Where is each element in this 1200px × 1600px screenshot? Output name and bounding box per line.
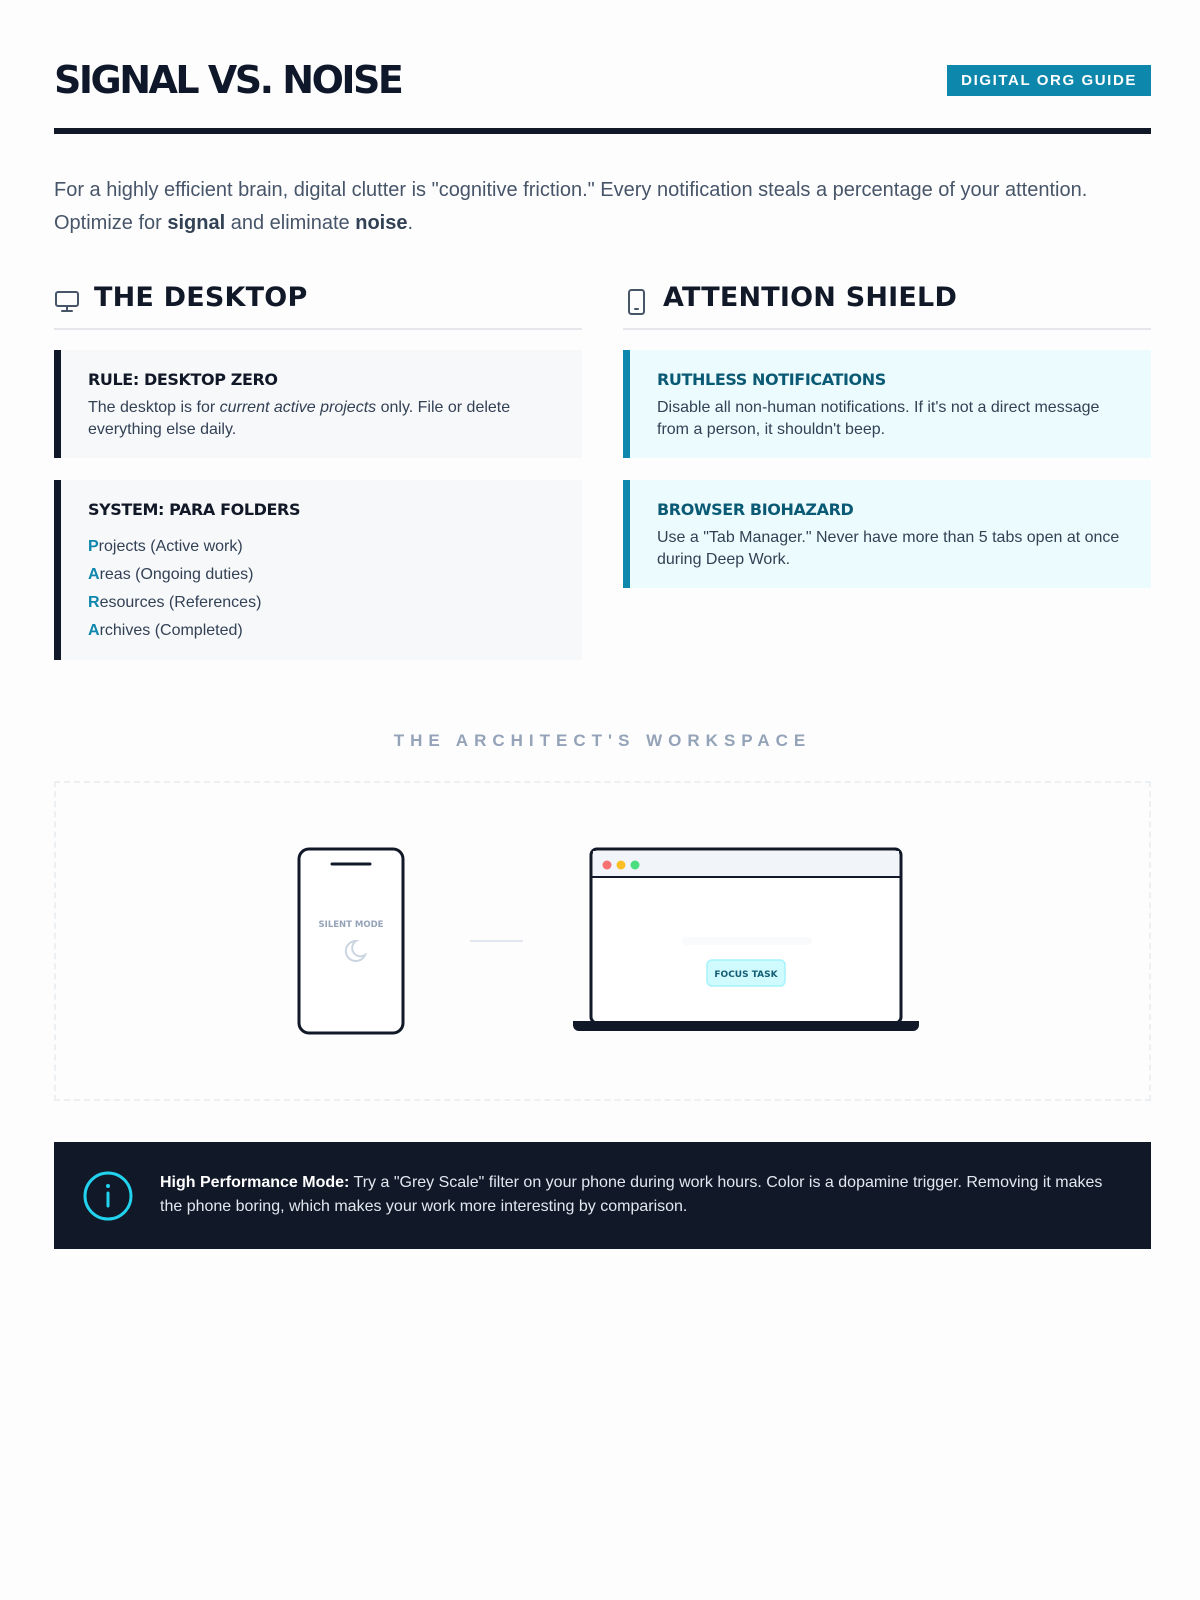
tip-body: Try a "Grey Scale" filter on your phone during work hours. Color is a dopamine trigger. Removing it makes the phone boring, which makes your work more interesting by comparison. <box>160 1174 1103 1215</box>
browser-card <box>623 480 1151 588</box>
card-text: Use a "Tab Manager." Never have more than 5 tabs open at once during Deep Work. <box>657 529 1120 568</box>
list-item-initial: P <box>88 538 99 555</box>
tip-title: High Performance Mode: <box>160 1174 350 1191</box>
window-minimize-dot <box>617 861 626 870</box>
desktop-section <box>54 280 582 639</box>
phone-icon <box>623 288 649 321</box>
shield-heading-row <box>623 280 1151 330</box>
desktop-heading: THE DESKTOP <box>94 282 308 313</box>
card-text-emphasis: current active projects <box>219 399 377 416</box>
header-divider <box>54 128 1151 134</box>
list-item-initial: A <box>88 566 100 583</box>
window-close-dot <box>603 861 612 870</box>
list-item <box>88 589 560 617</box>
shield-heading: ATTENTION SHIELD <box>663 282 958 313</box>
phone-illustration <box>299 849 403 1033</box>
info-icon <box>81 1169 135 1228</box>
guide-badge: DIGITAL ORG GUIDE <box>947 65 1151 96</box>
para-folders-card <box>54 480 582 660</box>
focus-task-label: FOCUS TASK <box>714 970 778 980</box>
workspace-illustration <box>54 781 1151 1101</box>
list-item-initial: R <box>88 594 100 611</box>
header <box>54 56 1151 106</box>
list-item-label: rojects (Active work) <box>98 538 243 555</box>
laptop-illustration <box>573 849 919 1031</box>
list-item <box>88 561 560 589</box>
card-title: SYSTEM: PARA FOLDERS <box>88 500 301 519</box>
attention-shield-section <box>623 280 1151 568</box>
desktop-zero-card <box>54 350 582 458</box>
intro-text: For a highly efficient brain, digital clutter is "cognitive friction." Every notification steals a percentage of your attention. Optimize for <box>54 179 1088 234</box>
phone-label: SILENT MODE <box>318 920 384 930</box>
tip-callout <box>54 1142 1151 1249</box>
list-item-initial: A <box>88 622 100 639</box>
workspace-label: THE ARCHITECT'S WORKSPACE <box>393 731 812 750</box>
card-title: RUTHLESS NOTIFICATIONS <box>657 370 886 389</box>
list-item <box>88 617 560 645</box>
card-text <box>88 397 560 441</box>
workspace-svg <box>56 783 1149 1099</box>
tip-text <box>160 1171 1120 1219</box>
card-title: BROWSER BIOHAZARD <box>657 500 854 519</box>
list-item <box>88 533 560 561</box>
intro-text: and eliminate <box>225 212 356 234</box>
card-text-part: only. File or delete everything else daily. <box>88 399 511 438</box>
laptop-base <box>573 1021 919 1031</box>
list-item-label: reas (Ongoing duties) <box>99 566 254 583</box>
card-text-part: The desktop is for <box>88 399 220 416</box>
notifications-card <box>623 350 1151 458</box>
card-title: RULE: DESKTOP ZERO <box>88 370 278 389</box>
monitor-icon <box>54 288 80 319</box>
card-text: Disable all non-human notifications. If it's not a direct message from a person, it shouldn't beep. <box>657 399 1100 438</box>
list-item-label: rchives (Completed) <box>99 622 243 639</box>
list-item-label: esources (References) <box>99 594 262 611</box>
intro-paragraph <box>54 174 1114 240</box>
intro-noise: noise <box>355 212 408 234</box>
window-maximize-dot <box>631 861 640 870</box>
page-title: SIGNAL VS. NOISE <box>54 58 402 102</box>
desktop-heading-row <box>54 280 582 330</box>
intro-signal: signal <box>167 212 226 234</box>
intro-text: . <box>407 212 414 234</box>
para-list <box>88 533 560 645</box>
